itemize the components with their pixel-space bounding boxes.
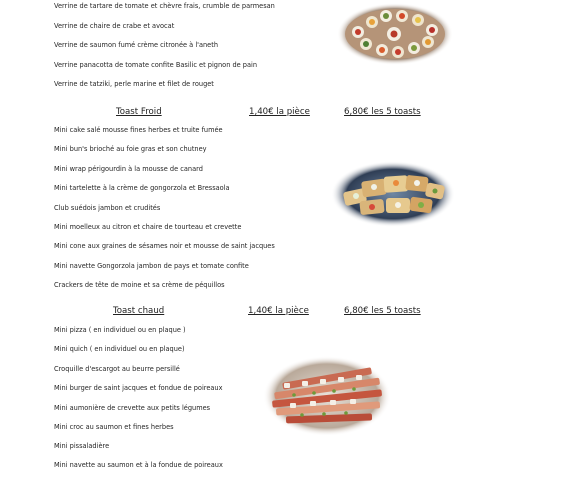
list-item: Verrine de saumon fumé crème citronée à l'aneth [54, 41, 219, 49]
list-item: Verrine de tatziki, perle marine et filet de rouget [54, 80, 214, 88]
price-per-lot: 6,80€ les 5 toasts [344, 107, 421, 117]
price-per-piece: 1,40€ la pièce [248, 306, 309, 316]
list-item: Mini navette Gongorzola jambon de pays et tomate confite [54, 262, 249, 270]
list-item: Mini moelleux au citron et chaire de tourteau et crevette [54, 223, 242, 231]
price-per-lot: 6,80€ les 5 toasts [344, 306, 421, 316]
section-title-toast-chaud: Toast chaud [113, 306, 165, 316]
list-item: Mini wrap périgourdin à la mousse de canard [54, 165, 203, 173]
hot-toast-platter-photo [262, 355, 392, 437]
list-item: Mini burger de saint jacques et fondue de poireaux [54, 384, 223, 392]
list-item: Mini cone aux graines de sésames noir et mousse de saint jacques [54, 242, 275, 250]
list-item: Croquille d'escargot au beurre persillé [54, 365, 180, 373]
list-item: Mini pizza ( en individuel ou en plaque ) [54, 326, 186, 334]
verrines-platter-photo [336, 2, 454, 66]
list-item: Mini croc au saumon et fines herbes [54, 423, 174, 431]
list-item: Mini pissaladière [54, 442, 110, 450]
list-item: Verrine de chaire de crabe et avocat [54, 22, 175, 30]
section-title-toast-froid: Toast Froid [116, 107, 162, 117]
list-item: Mini bun's brioché au foie gras et son chutney [54, 145, 207, 153]
list-item: Crackers de tête de moine et sa crème de péquillos [54, 281, 225, 289]
list-item: Verrine panacotta de tomate confite Basilic et pignon de pain [54, 61, 258, 69]
list-item: Club suédois jambon et crudités [54, 204, 161, 212]
list-item: Mini tartelette à la crème de gongorzola et Bressaola [54, 184, 230, 192]
list-item: Mini navette au saumon et à la fondue de poireaux [54, 461, 223, 469]
list-item: Mini aumonière de crevette aux petits légumes [54, 404, 211, 412]
list-item: Mini quich ( en individuel ou en plaque) [54, 345, 185, 353]
list-item: Mini cake salé mousse fines herbes et truite fumée [54, 126, 223, 134]
price-per-piece: 1,40€ la pièce [249, 107, 310, 117]
list-item: Verrine de tartare de tomate et chèvre frais, crumble de parmesan [54, 2, 275, 10]
cold-toast-platter-photo [330, 160, 456, 228]
